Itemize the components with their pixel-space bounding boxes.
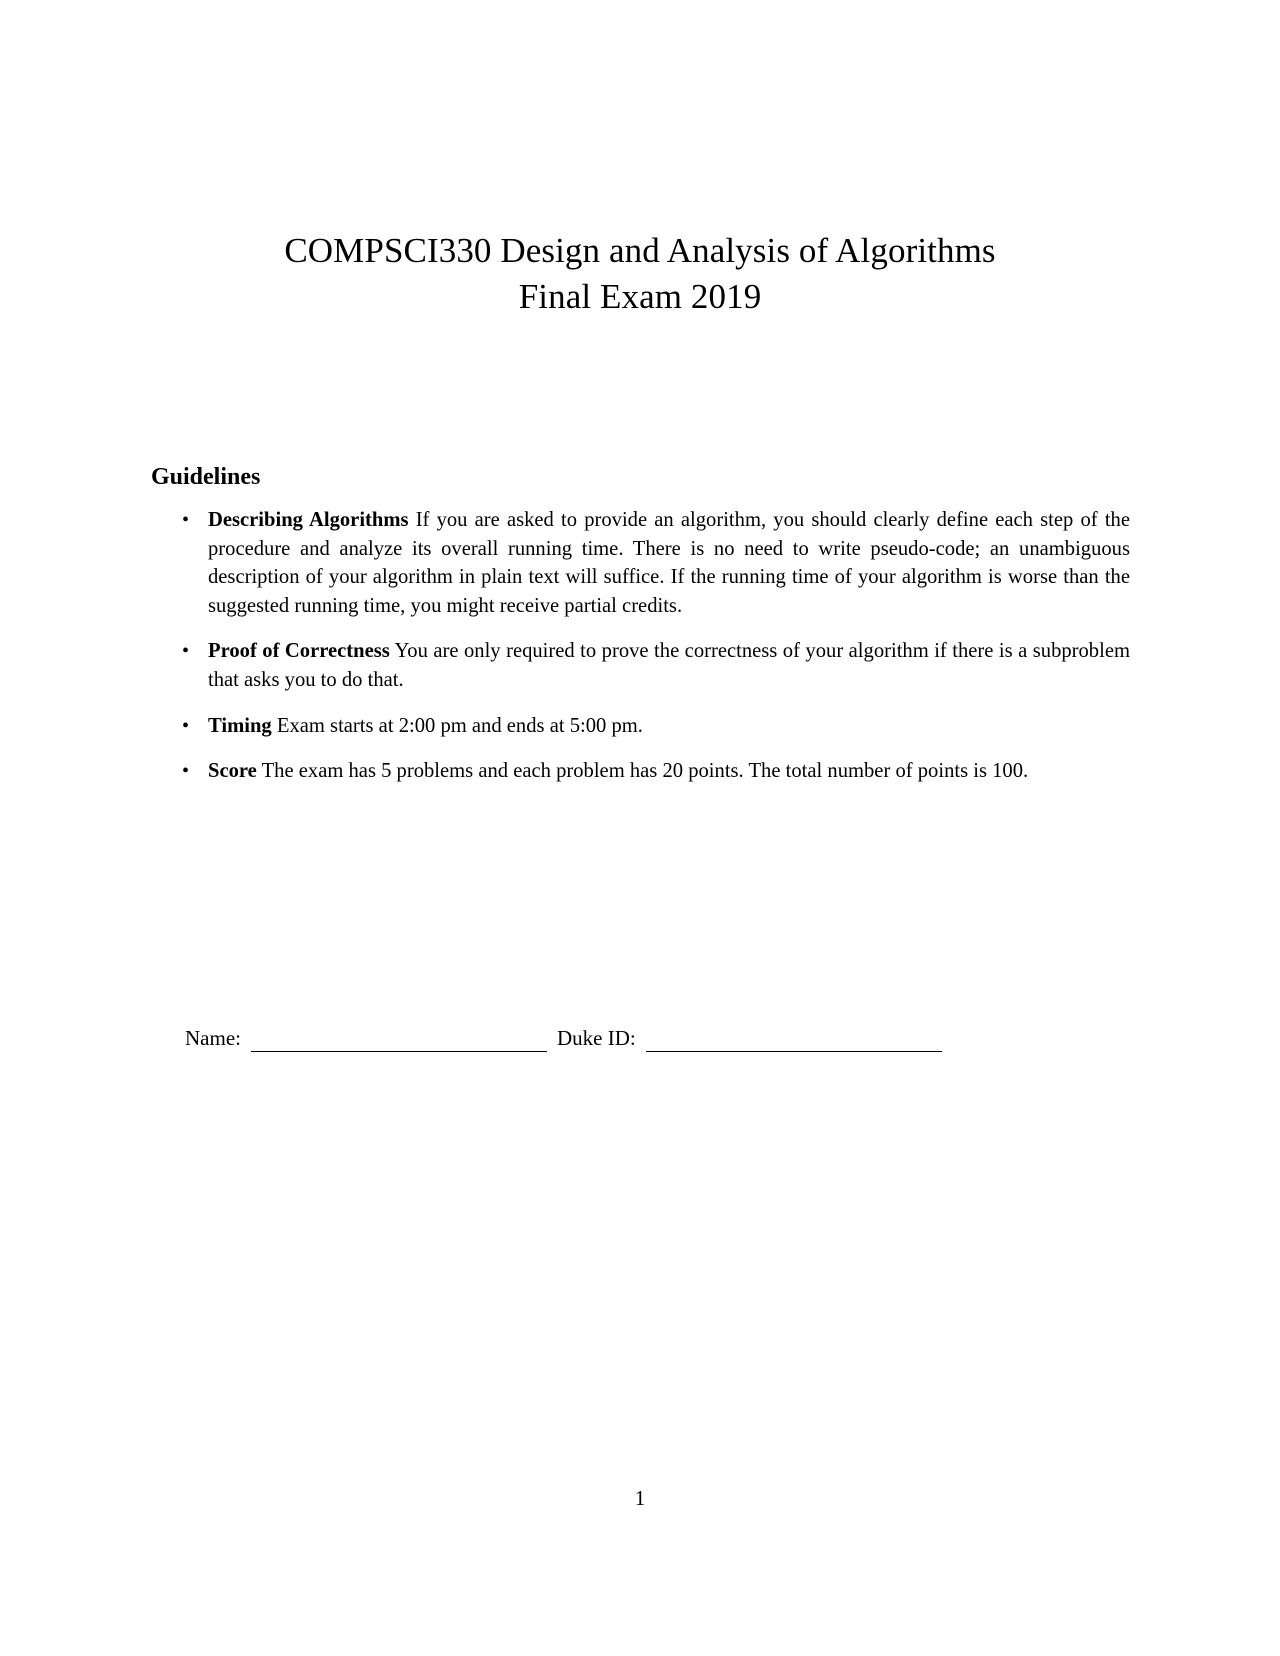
name-blank-line[interactable] <box>251 1031 547 1052</box>
exam-title <box>0 228 1280 320</box>
guideline-proof-of-correctness <box>180 637 1130 694</box>
exam-name: Final Exam 2019 <box>518 277 762 316</box>
duke-id-blank-line[interactable] <box>646 1031 942 1052</box>
bullet-icon: • <box>182 640 190 663</box>
bullet-icon: • <box>182 509 190 531</box>
name-label: Name: <box>185 1026 241 1050</box>
bullet-icon: • <box>182 714 190 737</box>
guideline-term: Proof of Correctness <box>208 640 390 663</box>
signature-row <box>185 1024 952 1052</box>
guideline-term: Describing Algorithms <box>208 509 409 531</box>
guideline-text: If you are asked to provide an algorithm, you should clearly define each step of the procedure and analyze its overall running time. There is no need to write pseudo-code; an unambiguous description of your algorithm in plain text will suffice. If the running time of your algorithm is worse than the suggested running time, you might receive partial credits. <box>208 509 1130 617</box>
guideline-text: You are only required to prove the correctness of your algorithm if there is a subproblem that asks you to do that. <box>208 640 1130 691</box>
course-title: COMPSCI330 Design and Analysis of Algorithms <box>284 231 996 270</box>
guideline-timing <box>180 712 1130 741</box>
guideline-describing-algorithms <box>180 506 1130 620</box>
guideline-score <box>180 757 1130 786</box>
guidelines-list <box>180 506 1130 803</box>
bullet-icon: • <box>182 760 190 783</box>
guideline-text: Exam starts at 2:00 pm and ends at 5:00 pm. <box>276 714 643 737</box>
guideline-text: The exam has 5 problems and each problem has 20 points. The total number of points is 100. <box>261 760 1029 783</box>
guidelines-heading: Guidelines <box>151 464 261 490</box>
guideline-term: Timing <box>208 714 272 737</box>
guideline-term: Score <box>208 760 257 783</box>
duke-id-label: Duke ID: <box>556 1026 636 1050</box>
page-number: 1 <box>634 1486 646 1510</box>
